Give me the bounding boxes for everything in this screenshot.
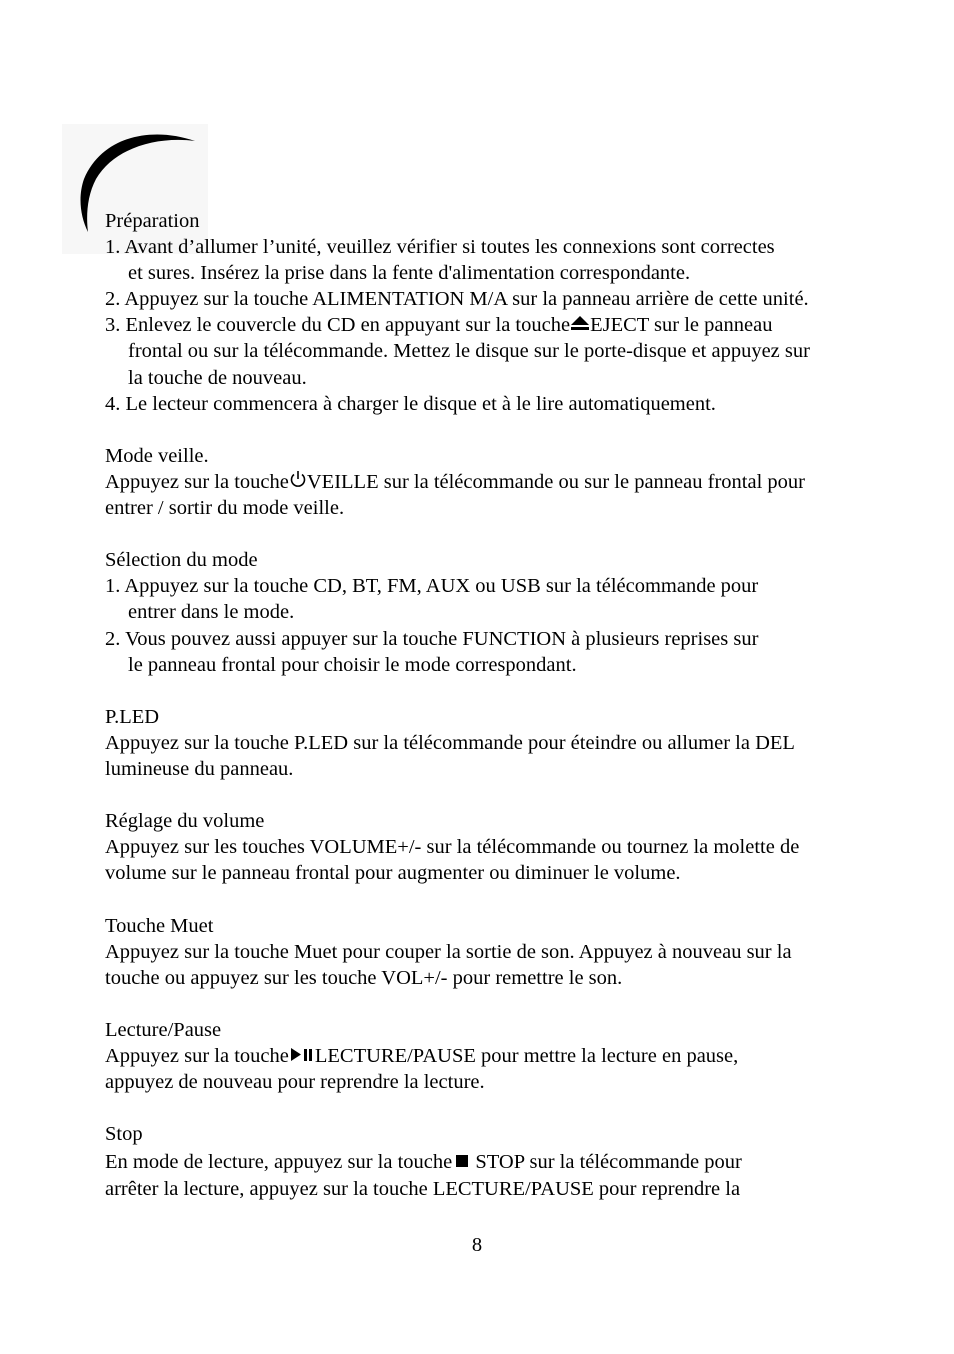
paragraph-line: arrêter la lecture, appuyez sur la touche LECTURE/PAUSE pour reprendre la bbox=[105, 1178, 741, 1201]
section-heading-mode-select: Sélection du mode bbox=[105, 549, 258, 572]
list-item: 4. Le lecteur commencera à charger le disque et à le lire automatiquement. bbox=[105, 392, 716, 415]
text-segment: LECTURE/PAUSE pour mettre la lecture en pause, bbox=[314, 1045, 739, 1067]
paragraph-line: entrer / sortir du mode veille. bbox=[105, 497, 345, 520]
page-number: 8 bbox=[471, 1234, 483, 1256]
text-segment: 3. Enlevez le couvercle du CD en appuyant sur la touche bbox=[105, 314, 571, 337]
stop-icon bbox=[452, 1153, 470, 1168]
paragraph-line bbox=[105, 469, 905, 495]
text-segment: EJECT sur le panneau bbox=[590, 314, 773, 337]
document-body bbox=[105, 208, 905, 1203]
paragraph-line bbox=[105, 1149, 905, 1175]
text-segment: VEILLE sur la télécommande ou sur le panneau frontal pour bbox=[306, 470, 805, 493]
eject-icon bbox=[570, 315, 590, 331]
paragraph-line: touche ou appuyez sur les touche VOL+/- pour remettre le son. bbox=[105, 966, 623, 989]
list-item-continuation: et sures. Insérez la prise dans la fente d'alimentation correspondante. bbox=[128, 262, 691, 285]
list-item-continuation: entrer dans le mode. bbox=[128, 601, 295, 624]
section-heading-mute: Touche Muet bbox=[105, 914, 214, 937]
section-heading-volume: Réglage du volume bbox=[105, 810, 265, 833]
paragraph-line: appuyez de nouveau pour reprendre la lecture. bbox=[105, 1071, 485, 1094]
list-item: 2. Vous pouvez aussi appuyer sur la touche FUNCTION à plusieurs reprises sur bbox=[105, 627, 759, 650]
power-icon bbox=[289, 470, 307, 488]
paragraph-line: lumineuse du panneau. bbox=[105, 757, 294, 780]
list-item-continuation: frontal ou sur la télécommande. Mettez le disque sur le porte-disque et appuyez sur bbox=[128, 340, 810, 363]
section-heading-preparation: Préparation bbox=[105, 210, 200, 232]
play-pause-icon bbox=[289, 1047, 315, 1062]
list-item: 2. Appuyez sur la touche ALIMENTATION M/A sur la panneau arrière de cette unité. bbox=[105, 288, 809, 311]
paragraph-line: Appuyez sur les touches VOLUME+/- sur la télécommande ou tournez la molette de bbox=[105, 836, 800, 859]
text-segment: Appuyez sur la touche bbox=[105, 1045, 289, 1067]
text-segment: Appuyez sur la touche bbox=[105, 470, 289, 493]
section-heading-stop: Stop bbox=[105, 1123, 143, 1146]
paragraph-line: Appuyez sur la touche Muet pour couper la sortie de son. Appuyez à nouveau sur la bbox=[105, 940, 792, 963]
section-heading-standby: Mode veille. bbox=[105, 444, 209, 467]
list-item-continuation: le panneau frontal pour choisir le mode correspondant. bbox=[128, 653, 577, 676]
text-segment: En mode de lecture, appuyez sur la touche bbox=[105, 1151, 453, 1174]
text-segment: STOP sur la télécommande pour bbox=[470, 1151, 742, 1174]
section-heading-playpause: Lecture/Pause bbox=[105, 1018, 222, 1041]
list-item bbox=[105, 312, 905, 338]
paragraph-line: Appuyez sur la touche P.LED sur la télécommande pour éteindre ou allumer la DEL bbox=[105, 731, 795, 754]
list-item: 1. Appuyez sur la touche CD, BT, FM, AUX ou USB sur la télécommande pour bbox=[105, 575, 759, 598]
list-item: 1. Avant d’allumer l’unité, veuillez vérifier si toutes les connexions sont correctes bbox=[105, 236, 775, 259]
paragraph-line bbox=[105, 1043, 905, 1069]
list-item-continuation: la touche de nouveau. bbox=[128, 366, 307, 389]
paragraph-line: volume sur le panneau frontal pour augmenter ou diminuer le volume. bbox=[105, 862, 681, 885]
section-heading-pled: P.LED bbox=[105, 705, 160, 728]
